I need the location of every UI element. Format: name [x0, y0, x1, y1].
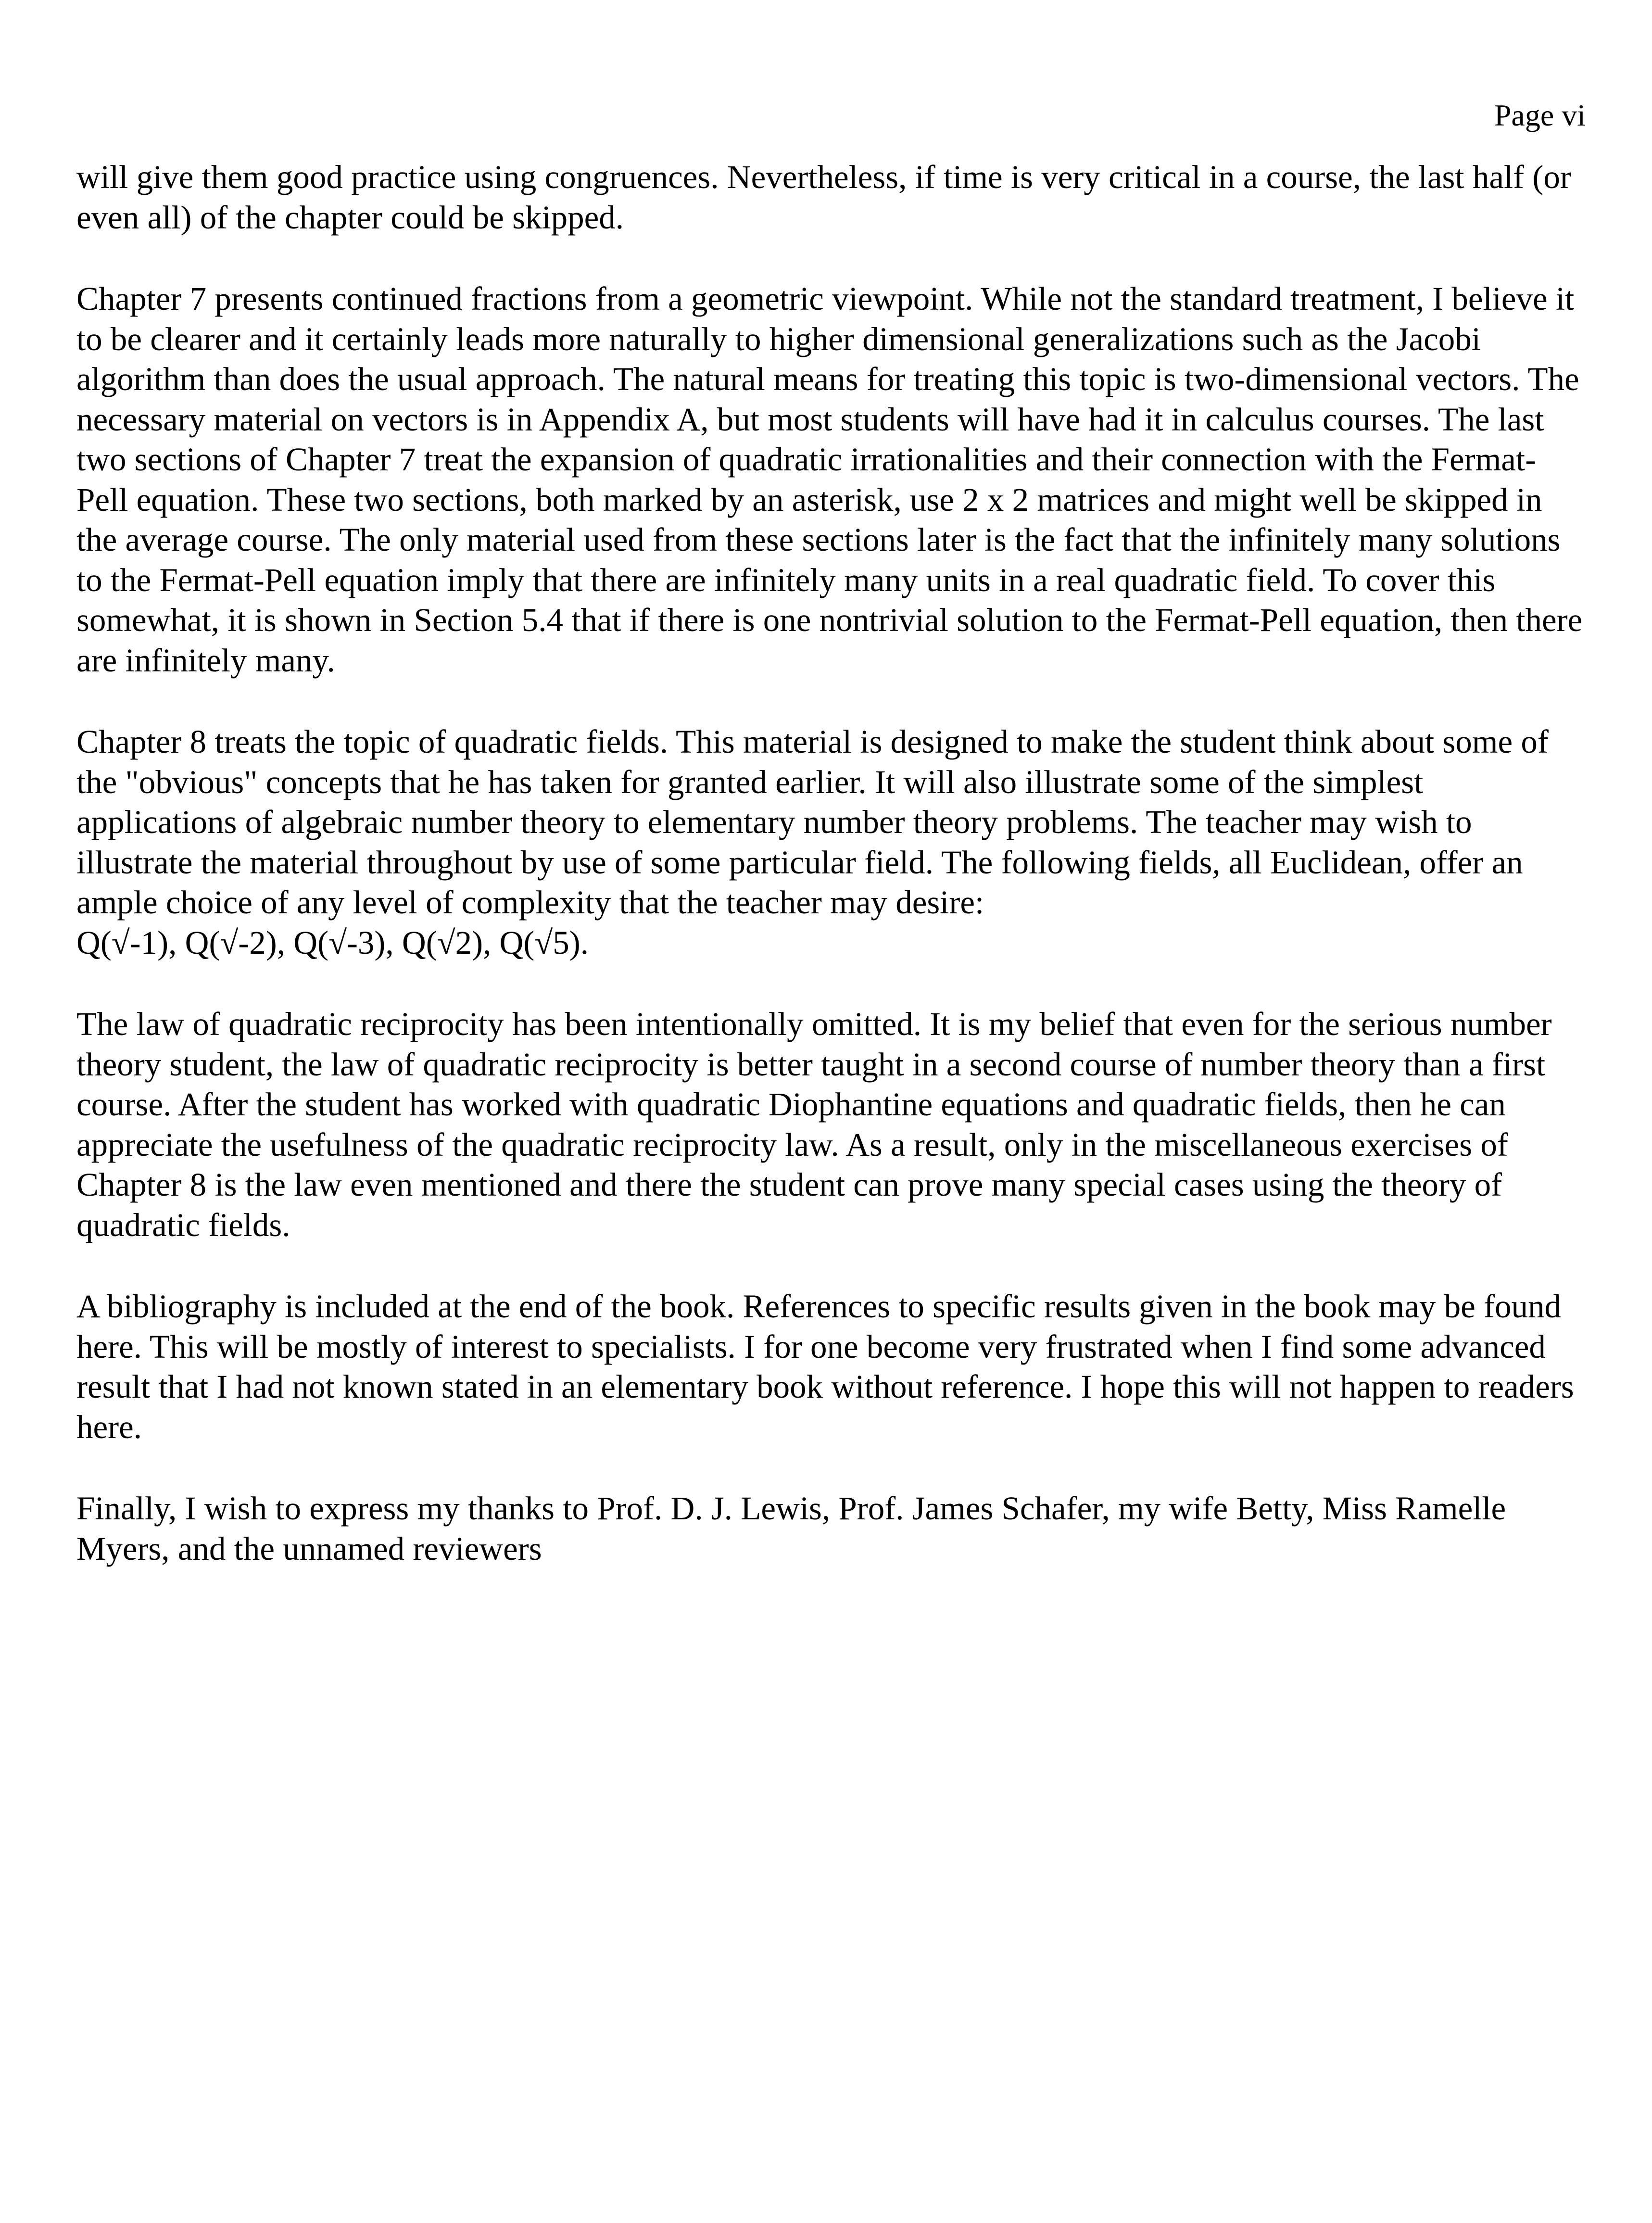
paragraph-congruences: will give them good practice using congruences. Nevertheless, if time is very critical in a course, the last half (or even all) of the chapter could be skipped. — [76, 159, 1571, 236]
paragraph-bibliography: A bibliography is included at the end of the book. References to specific results given in the book may be found here. This will be mostly of interest to specialists. I for one become very frustrated when I find some advanced result that I had not known stated in an elementary book without reference. I hope this will not happen to readers here. — [76, 1288, 1574, 1445]
paragraph-quadratic-reciprocity: The law of quadratic reciprocity has been intentionally omitted. It is my belief that even for the serious number theory student, the law of quadratic reciprocity is better taught in a second course of number theory than a first course. After the student has worked with quadratic Diophantine equations and quadratic fields, then he can appreciate the usefulness of the quadratic reciprocity law. As a result, only in the miscellaneous exercises of Chapter 8 is the law even mentioned and there the student can prove many special cases using the theory of quadratic fields. — [76, 1006, 1552, 1243]
body-text — [76, 157, 1587, 1569]
paragraph-chapter-7: Chapter 7 presents continued fractions from a geometric viewpoint. While not the standard treatment, I believe it to be clearer and it certainly leads more naturally to higher dimensional generalizations such as the Jacobi algorithm than does the usual approach. The natural means for treating this topic is two-dimensional vectors. The necessary material on vectors is in Appendix A, but most students will have had it in calculus courses. The last two sections of Chapter 7 treat the expansion of quadratic irrationalities and their connection with the Fermat-Pell equation. These two sections, both marked by an asterisk, use 2 x 2 matrices and might well be skipped in the average course. The only material used from these sections later is the fact that the infinitely many solutions to the Fermat-Pell equation imply that there are infinitely many units in a real quadratic field. To cover this somewhat, it is shown in Section 5.4 that if there is one nontrivial solution to the Fermat-Pell equation, then there are infinitely many. — [76, 280, 1583, 679]
paragraph-chapter-8 — [76, 722, 1587, 963]
quadratic-field-list: Q(√-1), Q(√-2), Q(√-3), Q(√2), Q(√5). — [76, 924, 589, 961]
paragraph-acknowledgements: Finally, I wish to express my thanks to Prof. D. J. Lewis, Prof. James Schafer, my wife Betty, Miss Ramelle Myers, and the unnamed reviewers — [76, 1490, 1506, 1567]
page-number: Page vi — [1494, 98, 1586, 132]
chapter-8-text: Chapter 8 treats the topic of quadratic fields. This material is designed to make the student think about some of the "obvious" concepts that he has taken for granted earlier. It will also illustrate some of the simplest applications of algebraic number theory to elementary number theory problems. The teacher may wish to illustrate the material throughout by use of some particular field. The following fields, all Euclidean, offer an ample choice of any level of complexity that the teacher may desire: — [76, 723, 1549, 921]
